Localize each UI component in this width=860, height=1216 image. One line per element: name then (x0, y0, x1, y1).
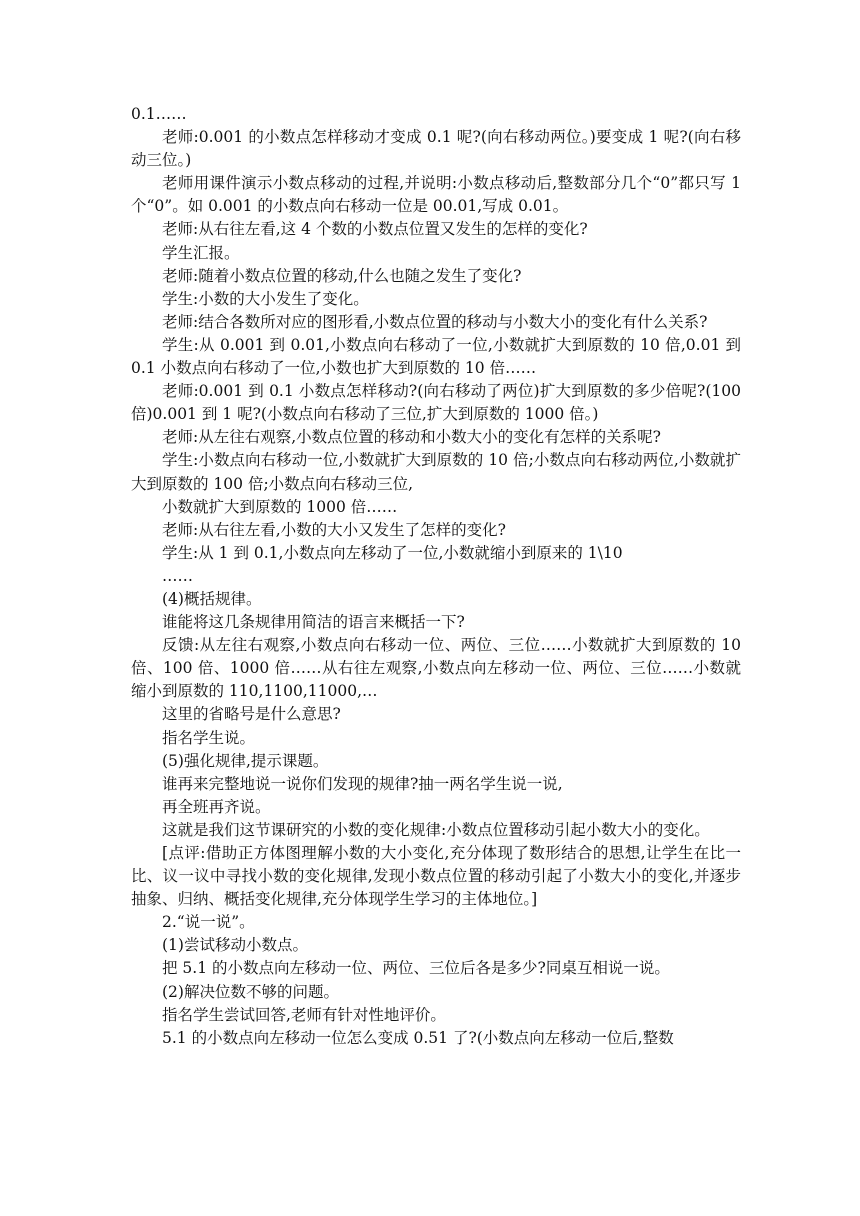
paragraph: [点评:借助正方体图理解小数的大小变化,充分体现了数形结合的思想,让学生在比一比、议一议中寻找小数的变化规律,发现小数点位置的移动引起了小数大小的变化,并逐步抽象、归纳、概括变化规律,充分体现学生学习的主体地位。] (131, 844, 741, 909)
paragraph: 老师:从右往左看,小数的大小又发生了怎样的变化? (162, 520, 506, 539)
paragraph: 反馈:从左往右观察,小数点向右移动一位、两位、三位……小数就扩大到原数的 10 倍、100 倍、1000 倍……从右往左观察,小数点向左移动一位、两位、三位……小数就缩小到原数的 110,1100,11000,… (131, 636, 741, 701)
paragraph: 2.“说一说”。 (162, 913, 255, 932)
paragraph: 学生:小数点向右移动一位,小数就扩大到原数的 10 倍;小数点向右移动两位,小数就扩大到原数的 100 倍;小数点向右移动三位, (131, 451, 741, 493)
paragraph: (5)强化规律,提示课题。 (162, 751, 329, 770)
paragraph: 指名学生尝试回答,老师有针对性地评价。 (162, 1005, 446, 1024)
paragraph: 谁能将这几条规律用简洁的语言来概括一下? (162, 613, 465, 632)
paragraph: 这就是我们这节课研究的小数的变化规律:小数点位置移动引起小数大小的变化。 (162, 820, 710, 839)
paragraph: 老师:0.001 到 0.1 小数点怎样移动?(向右移动了两位)扩大到原数的多少倍呢?(100 倍)0.001 到 1 呢?(小数点向右移动了三位,扩大到原数的 1000 倍。) (131, 382, 741, 424)
paragraph: 再全班再齐说。 (162, 797, 271, 816)
paragraph: 老师:从右往左看,这 4 个数的小数点位置又发生的怎样的变化? (162, 220, 588, 239)
paragraph: 0.1…… (131, 105, 187, 123)
paragraph: 学生汇报。 (162, 243, 240, 262)
paragraph: 小数就扩大到原数的 1000 倍…… (162, 497, 398, 516)
paragraph: 老师用课件演示小数点移动的过程,并说明:小数点移动后,整数部分几个“0”都只写 1 个“0”。如 0.001 的小数点向右移动一位是 00.01,写成 0.01。 (131, 174, 741, 216)
paragraph: 这里的省略号是什么意思? (162, 705, 341, 724)
paragraph: (2)解决位数不够的问题。 (162, 982, 339, 1001)
paragraph: 谁再来完整地说一说你们发现的规律?抽一两名学生说一说, (162, 774, 563, 793)
paragraph: 学生:从 0.001 到 0.01,小数点向右移动了一位,小数就扩大到原数的 10 倍,0.01 到 0.1 小数点向右移动了一位,小数也扩大到原数的 10 倍…… (131, 335, 741, 378)
paragraph: 把 5.1 的小数点向左移动一位、两位、三位后各是多少?同桌互相说一说。 (162, 959, 670, 978)
paragraph: 老师:随着小数点位置的移动,什么也随之发生了变化? (162, 266, 522, 285)
paragraph: (4)概括规律。 (162, 589, 262, 608)
paragraph: 老师:结合各数所对应的图形看,小数点位置的移动与小数大小的变化有什么关系? (162, 312, 708, 331)
paragraph: …… (162, 566, 193, 585)
paragraph: 老师:从左往右观察,小数点位置的移动和小数大小的变化有怎样的关系呢? (162, 428, 661, 447)
paragraph: 老师:0.001 的小数点怎样移动才变成 0.1 呢?(向右移动两位。)要变成 1 呢?(向右移动三位。) (131, 128, 741, 170)
paragraph: 5.1 的小数点向左移动一位怎么变成 0.51 了?(小数点向左移动一位后,整数 (162, 1028, 674, 1047)
paragraph: 学生:小数的大小发生了变化。 (162, 289, 369, 308)
paragraph: (1)尝试移动小数点。 (162, 936, 308, 955)
document-body (131, 103, 741, 1050)
paragraph: 指名学生说。 (162, 728, 256, 747)
paragraph: 学生:从 1 到 0.1,小数点向左移动了一位,小数就缩小到原来的 1\10 (162, 543, 623, 562)
